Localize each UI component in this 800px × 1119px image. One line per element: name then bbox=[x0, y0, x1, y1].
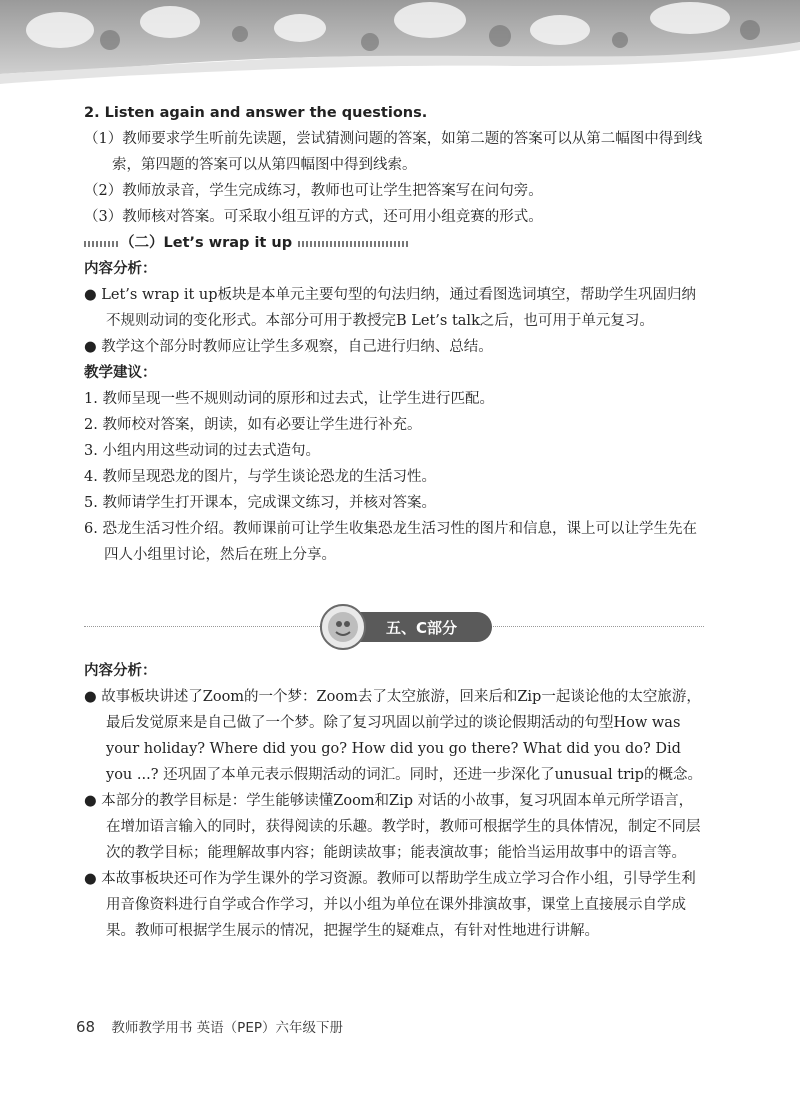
section-c-text-2: 本部分的教学目标是：学生能够读懂Zoom和Zip 对话的小故事，复习巩固本单元所学语言，在增加语言输入的同时，获得阅读的乐趣。教学时，教师可根据学生的具体情况，制定不同层次的教学目标；能理解故事内容；能朗读故事；能表演故事；能恰当运用故事中的语言等。 bbox=[101, 793, 701, 861]
listen-again-title: 2. Listen again and answer the questions. bbox=[84, 105, 428, 121]
wavy-divider-left bbox=[84, 241, 120, 247]
advice-item-1: 1. 教师呈现一些不规则动词的原形和过去式，让学生进行匹配。 bbox=[84, 391, 494, 407]
section-badge-icon bbox=[320, 604, 366, 650]
advice-item-2: 2. 教师校对答案，朗读，如有必要让学生进行补充。 bbox=[84, 417, 422, 433]
section-c-analysis-label: 内容分析： bbox=[84, 663, 157, 679]
section-c-text-3: 本故事板块还可作为学生课外的学习资源。教师可以帮助学生成立学习合作小组，引导学生利用音像资料进行自学或合作学习，并以小组为单位在课外排演故事，课堂上直接展示自学成果。教师可根据学生展示的情况，把握学生的疑难点，有针对性地进行讲解。 bbox=[101, 871, 696, 939]
main-content-top bbox=[84, 100, 704, 568]
listen-item-3: （3）教师核对答案。可采取小组互评的方式，还可用小组竞赛的形式。 bbox=[84, 209, 543, 225]
wrap-analysis-text-1: Let’s wrap it up板块是本单元主要句型的句法归纳，通过看图选词填空，帮助学生巩固归纳不规则动词的变化形式。本部分可用于教授完B Let’s talk之后，也可用于单元复习。 bbox=[101, 287, 697, 329]
section-c-text-1: 故事板块讲述了Zoom的一个梦：Zoom去了太空旅游，回来后和Zip一起谈论他的太空旅游，最后发觉原来是自己做了一个梦。除了复习巩固以前学过的谈论假期活动的句型How was your holiday? Where did you go? How did you go there? What did you do? Did you ...? 还巩固了本单元表示假期活动的词汇。同时，还进一步深化了unusual trip的概念。 bbox=[101, 689, 702, 783]
listen-item-1: （1）教师要求学生听前先读题，尝试猜测问题的答案，如第二题的答案可以从第二幅图中得到线索，第四题的答案可以从第四幅图中得到线索。 bbox=[84, 131, 703, 173]
section-c-title: 五、C部分 bbox=[386, 618, 458, 637]
section-c-bullet-1 bbox=[84, 684, 704, 788]
advice-item-6: 6. 恐龙生活习性介绍。教师课前可让学生收集恐龙生活习性的图片和信息，课上可以让学生先在四人小组里讨论，然后在班上分享。 bbox=[84, 521, 697, 563]
bullet-icon: ● bbox=[84, 287, 102, 303]
advice-item-5: 5. 教师请学生打开课本，完成课文练习，并核对答案。 bbox=[84, 495, 436, 511]
bullet-icon: ● bbox=[84, 793, 102, 809]
decorative-floral-banner bbox=[0, 0, 800, 88]
advice-item-4: 4. 教师呈现恐龙的图片，与学生谈论恐龙的生活习性。 bbox=[84, 469, 436, 485]
wavy-divider-right bbox=[298, 241, 408, 247]
advice-item-3: 3. 小组内用这些动词的过去式造句。 bbox=[84, 443, 320, 459]
wrap-analysis-text-2: 教学这个部分时教师应让学生多观察，自己进行归纳、总结。 bbox=[101, 339, 493, 355]
wrap-analysis-label: 内容分析： bbox=[84, 261, 157, 277]
listen-item-2: （2）教师放录音，学生完成练习，教师也可让学生把答案写在问句旁。 bbox=[84, 183, 543, 199]
section-c-bullet-2 bbox=[84, 788, 704, 866]
section-c-header bbox=[84, 604, 704, 650]
book-title: 教师教学用书 英语（PEP）六年级下册 bbox=[111, 1020, 343, 1036]
character-icon bbox=[322, 606, 364, 648]
wrap-analysis-bullet-1 bbox=[84, 282, 704, 334]
bullet-icon: ● bbox=[84, 871, 102, 887]
bullet-icon: ● bbox=[84, 339, 102, 355]
wrap-heading: （二）Let’s wrap it up bbox=[120, 235, 293, 251]
floral-banner-icon bbox=[0, 0, 800, 88]
page-footer bbox=[76, 1016, 343, 1036]
wrap-heading-row bbox=[84, 230, 704, 256]
bullet-icon: ● bbox=[84, 689, 102, 705]
page-number: 68 bbox=[76, 1018, 96, 1036]
wrap-advice-label: 教学建议： bbox=[84, 365, 157, 381]
main-content-bottom bbox=[84, 658, 704, 944]
section-c-bullet-3 bbox=[84, 866, 704, 944]
wrap-analysis-bullet-2 bbox=[84, 334, 704, 360]
